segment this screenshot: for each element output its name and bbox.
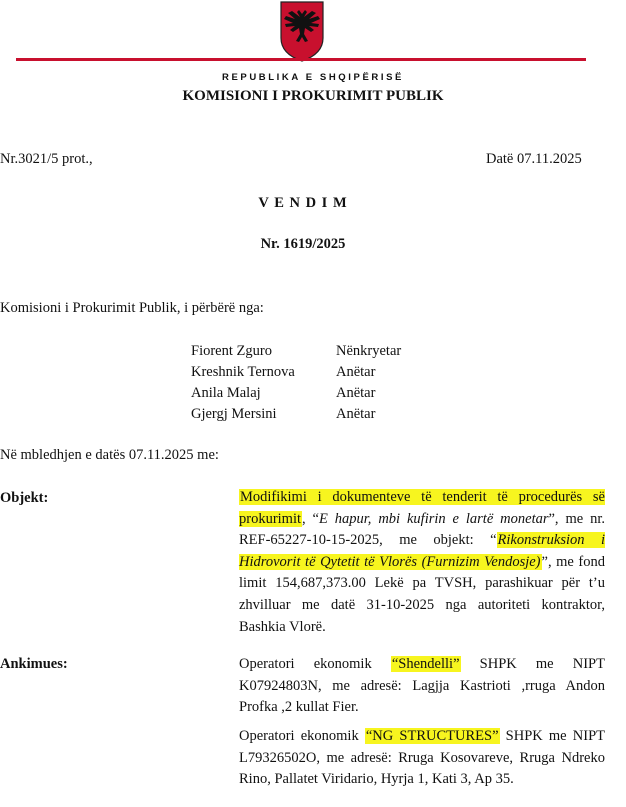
intro-text: Komisioni i Prokurimit Publik, i përbërë nga: [0,300,264,316]
operator-2-name: “NG STRUCTURES” [365,728,499,744]
member-role: Anëtar [336,385,376,401]
member-role: Anëtar [336,406,376,422]
decision-number: Nr. 1619/2025 [260,236,346,252]
albanian-eagle-emblem-icon [277,0,327,62]
decision-title: V E N D I M [258,195,348,211]
operator-2-paragraph: Operatori ekonomik “NG STRUCTURES” SHPK me NIPT L79326502O, me adresë: Rruga Kosovareve, Rruga Ndreko Rino, Pallatet Viridario, Hyrja 1, Kati 3, Ap 35. [239,728,605,788]
operator-1-paragraph: Operatori ekonomik “Shendelli” SHPK me NIPT K07924803N, me adresë: Lagjja Kastrioti ,rruga Andon Profka ,2 kullat Fier. [239,656,605,716]
republic-heading: REPUBLIKA E SHQIPËRISË [222,72,404,83]
objekt-label: Objekt: [0,490,49,506]
member-name: Anila Malaj [191,385,261,401]
highlighted-object: Rikonstruksion i Hidrovorit të Qytetit të Vlorës (Furnizim Vendosje) [239,532,605,570]
commission-heading: KOMISIONI I PROKURIMIT PUBLIK [182,88,444,104]
document-date: Datë 07.11.2025 [486,151,582,167]
member-role: Nënkryetar [336,343,402,359]
header-divider [16,58,586,61]
member-name: Fiorent Zguro [191,343,272,359]
meeting-text: Në mbledhjen e datës 07.11.2025 me: [0,447,219,463]
ankimues-label: Ankimues: [0,656,68,672]
member-role: Anëtar [336,364,376,380]
member-name: Gjergj Mersini [191,406,277,422]
procedure-type: E hapur, mbi kufirin e lartë monetar [319,510,549,527]
operator-1-name: “Shendelli” [391,656,460,672]
objekt-paragraph: Modifikimi i dokumenteve të tenderit të procedurës së prokurimit, “E hapur, mbi kufirin e lartë monetar”, me nr. REF-65227-10-15-2025, me objekt: “Rikonstruksion i Hidrovorit të Qytetit të Vlorës (Furnizim Vendosje)”, me fond limit 154,687,373.00 Lekë pa TVSH, parashikuar për t’u zhvilluar me datë 31-10-2025 nga autoriteti kontraktor, Bashkia Vlorë. [239,489,606,635]
member-name: Kreshnik Ternova [191,364,295,380]
protocol-number: Nr.3021/5 prot., [0,151,93,167]
highlighted-subject: Modifikimi i dokumenteve të tenderit të procedurës së prokurimit [239,489,605,527]
